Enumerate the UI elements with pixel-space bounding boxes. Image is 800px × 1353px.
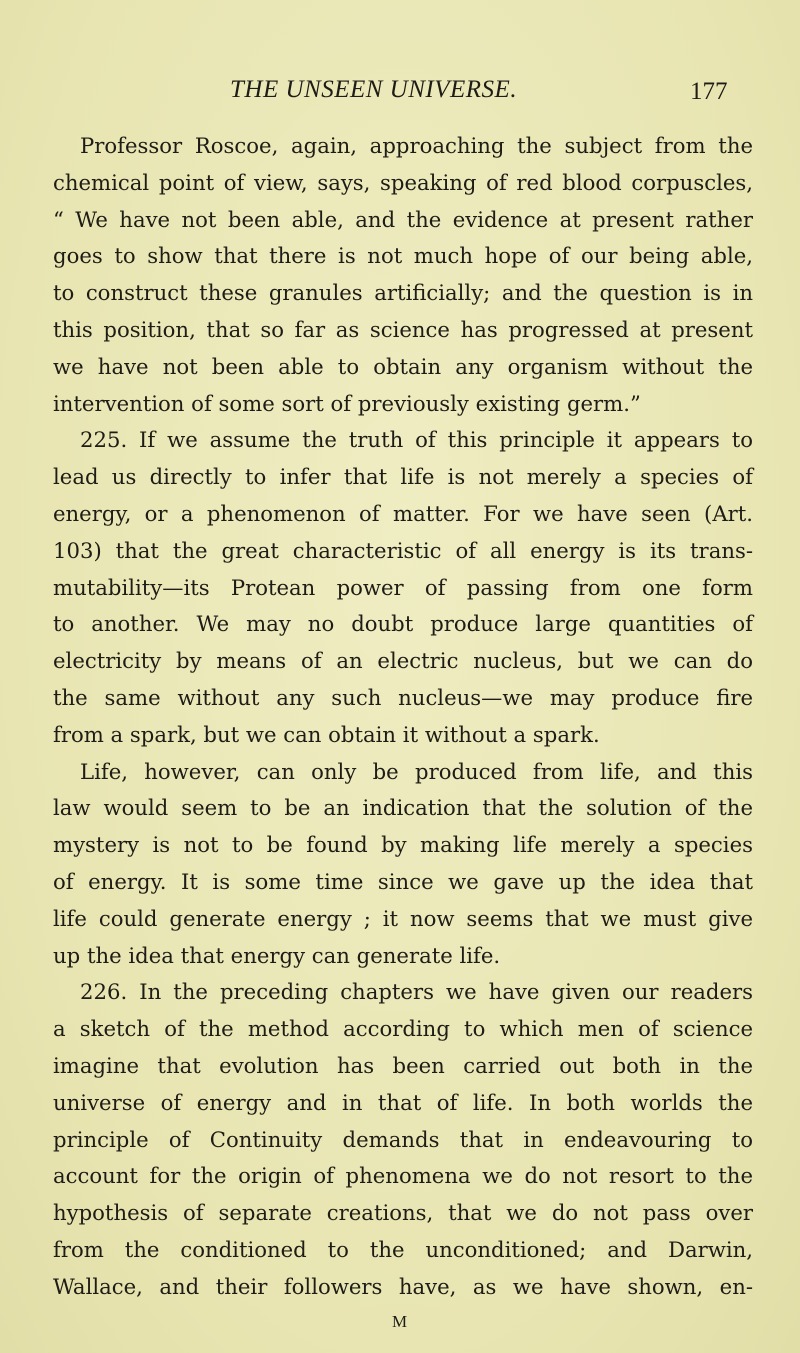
text-line: energy, or a phenomenon of matter. For we have seen (Art. (53, 500, 753, 526)
text-line: to another. We may no doubt produce large quantities of (53, 611, 753, 637)
text-line: Professor Roscoe, again, approaching the subject from the (80, 133, 753, 158)
text-line: to construct these granules artificially; and the question is in (53, 280, 753, 306)
text-line: lead us directly to infer that life is not merely a species of (53, 464, 753, 490)
running-title: THE UNSEEN UNIVERSE. (230, 76, 518, 103)
text-line: law would seem to be an indication that the solution of the (53, 795, 753, 821)
text-line: 225. If we assume the truth of this principle it appears to (80, 427, 753, 453)
text-line: electricity by means of an electric nucleus, but we can do (53, 648, 753, 674)
text-line: imagine that evolution has been carried out both in the (53, 1052, 753, 1078)
text-line: a sketch of the method according to which men of science (53, 1016, 753, 1042)
text-line: this position, that so far as science has progressed at present (53, 316, 753, 342)
body-text (53, 128, 753, 1306)
text-line: goes to show that there is not much hope of our being able, (53, 243, 753, 269)
text-line: of energy. It is some time since we gave up the idea that (53, 868, 753, 894)
text-line: principle of Continuity demands that in endeavouring to (53, 1126, 753, 1152)
running-head (0, 72, 800, 112)
text-line: the same without any such nucleus—we may produce fire (53, 684, 753, 710)
text-line: from the conditioned to the unconditioned; and Darwin, (53, 1236, 753, 1262)
text-line: universe of energy and in that of life. In both worlds the (53, 1089, 753, 1115)
text-line: we have not been able to obtain any organism without the (53, 353, 753, 379)
text-line: account for the origin of phenomena we do not resort to the (53, 1163, 753, 1189)
text-line: hypothesis of separate creations, that we do not pass over (53, 1200, 753, 1226)
text-line: 226. In the preceding chapters we have given our readers (80, 979, 753, 1005)
text-line: from a spark, but we can obtain it without a spark. (53, 721, 600, 747)
text-line: mutability—its Protean power of passing from one form (53, 574, 753, 600)
text-line: Life, however, can only be produced from life, and this (80, 758, 753, 784)
text-line: chemical point of view, says, speaking of red blood corpuscles, (53, 169, 753, 195)
text-line: mystery is not to be found by making life merely a species (53, 832, 753, 858)
page-number: 177 (690, 78, 728, 105)
text-line: life could generate energy ; it now seems that we must give (53, 905, 753, 931)
text-line: intervention of some sort of previously existing germ.” (53, 390, 641, 416)
text-line: up the idea that energy can generate life. (53, 942, 501, 968)
signature-mark: M (391, 1312, 409, 1331)
text-line: “ We have not been able, and the evidence at present rather (53, 206, 753, 232)
text-line: Wallace, and their followers have, as we have shown, en- (53, 1273, 753, 1299)
text-line: 103) that the great characteristic of all energy is its trans- (53, 537, 753, 563)
